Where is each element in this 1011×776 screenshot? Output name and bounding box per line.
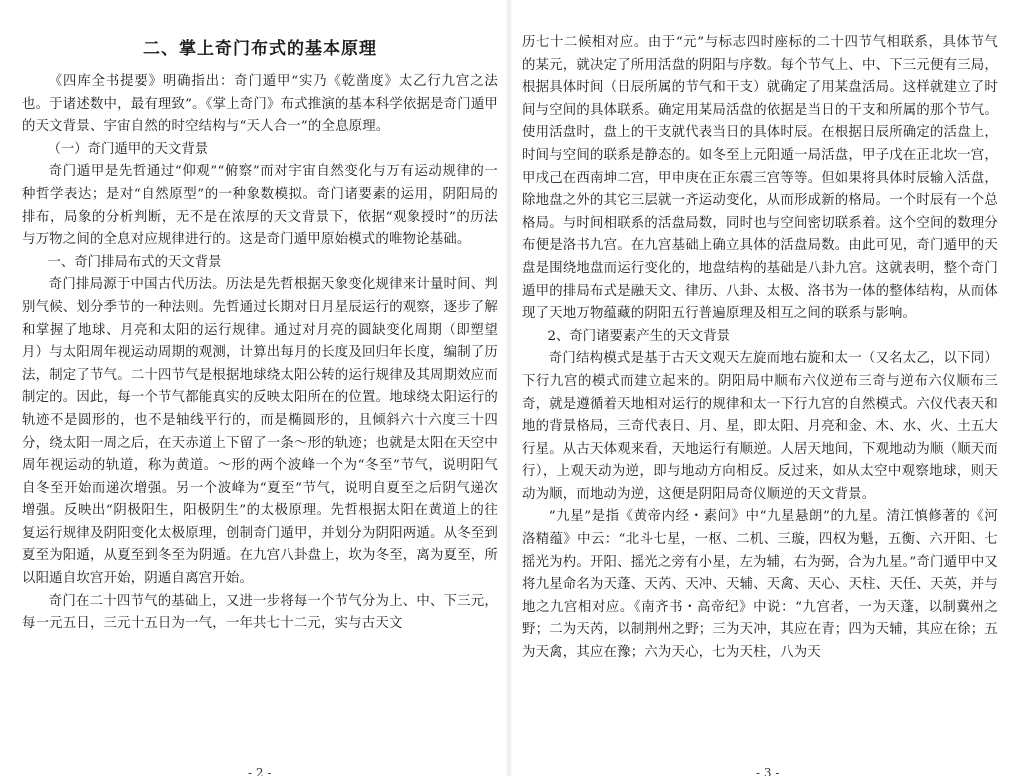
- subsection-heading: 一、奇门排局布式的天文背景: [47, 254, 222, 270]
- paragraph: 奇门遁甲是先哲通过“仰观”“俯察”而对宇宙自然变化与万有运动规律的一种哲学表达；是对“自然原型”的一种象数模拟。奇门诸要素的运用，阴阳局的排布，局象的分析判断，无不是在浓厚的天文背景下，依据“观象授时”的历法与万物之间的全息对应规律进行的。这是奇门遁甲原始模式的唯物论基础。: [22, 164, 498, 248]
- page-number: - 2 -: [248, 766, 272, 776]
- subsection-heading: （一）奇门遁甲的天文背景: [47, 141, 209, 157]
- subsection-heading: 2、奇门诸要素产生的天文背景: [547, 328, 731, 344]
- left-page-body: [22, 71, 498, 636]
- paragraph: 历七十二候相对应。由于“元”与标志四时座标的二十四节气相联系，具体节气的某元，就决定了所用活盘的阴阳与序数。每个节气上、中、下三元便有三局，根据具体时间（日辰所属的节气和干支）就确定了用某盘活局。这样就建立了时间与空间的具体联系。确定用某局活盘的依据是当日的干支和所属的那个节气。使用活盘时，盘上的干支就代表当日的具体时辰。在根据日辰所确定的活盘上，时间与空间的联系是静态的。如冬至上元阳遁一局活盘，甲子戊在正北坎一宫，甲戌己在西南坤二宫，甲申庚在正东震三宫等等。但如果将具体时辰输入活盘，除地盘之外的其它三层就一齐运动变化，从而形成新的格局。一个时辰有一个总格局。与时间相联系的活盘局数，同时也与空间密切联系着。这个空间的数理分布便是洛书九宫。在九宫基础上确立具体的活盘局数。由此可见，奇门遁甲的天盘是围绕地盘而运行变化的，地盘结构的基础是八卦九宫。这就表明，整个奇门遁甲的排局布式是融天文、律历、八卦、太极、洛书为一体的整体结构，从而体现了天地万物蕴藏的阴阳五行普遍原理及相互之间的联系与影响。: [522, 35, 998, 322]
- right-page-body: [522, 32, 998, 665]
- paragraph: 奇门结构模式是基于古天文观天左旋而地右旋和太一（又名太乙，以下同）下行九宫的模式而建立起来的。阴阳局中顺布六仪逆布三奇与逆布六仪顺布三奇，就是遵循着天地相对运行的规律和太一下行九宫的自然模式。六仪代表天和地的背景格局，三奇代表日、月、星，即太阳、月亮和金、木、水、火、土五大行星。从古天体观来看，天地运行有顺逆。人居天地间，下观地动为顺（顺天而行），上观天动为逆，即与地动方向相反。反过来，如从太空中观察地球，则天动为顺，而地动为逆，这便是阴阳局奇仪顺逆的天文背景。: [522, 351, 998, 502]
- left-page: [22, 0, 498, 776]
- section-title: 二、掌上奇门布式的基本原理: [143, 39, 377, 59]
- paragraph: 《四库全书提要》明确指出：奇门遁甲“实乃《乾凿度》太乙行九宫之法也。于诸述数中，最有理致”。《掌上奇门》布式推演的基本科学依据是奇门遁甲的天文背景、宇宙自然的时空结构与“天人合一”的全息原理。: [22, 74, 498, 135]
- right-page: [522, 0, 998, 776]
- paragraph: 奇门排局源于中国古代历法。历法是先哲根据天象变化规律来计量时间、判别气候、划分季节的一种法则。先哲通过长期对日月星辰运行的观察，逐步了解和掌握了地球、月亮和太阳的运行规律。通过对月亮的圆缺变化周期（即塑望月）与太阳周年视运动周期的观测，计算出每月的长度及回归年长度，编制了历法，制定了节气。二十四节气是根据地球绕太阳公转的运行规律及其周期效应而制定的。因此，每一个节气都能真实的反映太阳所在的位置。地球绕太阳运行的轨迹不是圆形的，也不是轴线平行的，而是椭圆形的，且倾斜六十六度三十四分，绕太阳一周之后，在天赤道上下留了一条～形的轨迹；也就是太阳在天空中周年视运动的轨道，称为黄道。～形的两个波峰一个为“冬至”节气，说明阳气自冬至开始而递次增强。另一个波峰为“夏至”节气，说明自夏至之后阴气递次增强。反映出“阴极阳生，阳极阴生”的太极原理。先哲根据太阳在黄道上的往复运行规律及阴阳变化太极原理，创制奇门遁甲，并划分为阴阳两遁。从冬至到夏至为阳遁，从夏至到冬至为阴遁。在九宫八卦盘上，坎为冬至，离为夏至，所以阳遁自坎宫开始，阴遁自离宫开始。: [22, 277, 498, 587]
- book-gutter: [505, 0, 513, 776]
- paragraph: 奇门在二十四节气的基础上，又进一步将每一个节气分为上、中、下三元，每一元五日，三元十五日为一气，一年共七十二元，实与古天文: [22, 593, 498, 632]
- page-number: - 3 -: [756, 766, 780, 776]
- paragraph: “九星”是指《黄帝内经・素问》中“九星悬朗”的九星。清江慎修著的《河洛精蕴》中云：“北斗七星，一枢、二机、三璇，四权为魁，五衡、六开阳、七摇光为杓。开阳、摇光之旁有小星，左为辅，右为弼，合为九星。”奇门遁甲中又将九星命名为天蓬、天芮、天冲、天辅、天禽、天心、天柱、天任、天英，并与地之九宫相对应。《南齐书・高帝纪》中说：“九宫者，一为天蓬，以制冀州之野；二为天芮，以制荆州之野；三为天冲，其应在青；四为天辅，其应在徐；五为天禽，其应在豫；六为天心，七为天柱，八为天: [522, 509, 998, 661]
